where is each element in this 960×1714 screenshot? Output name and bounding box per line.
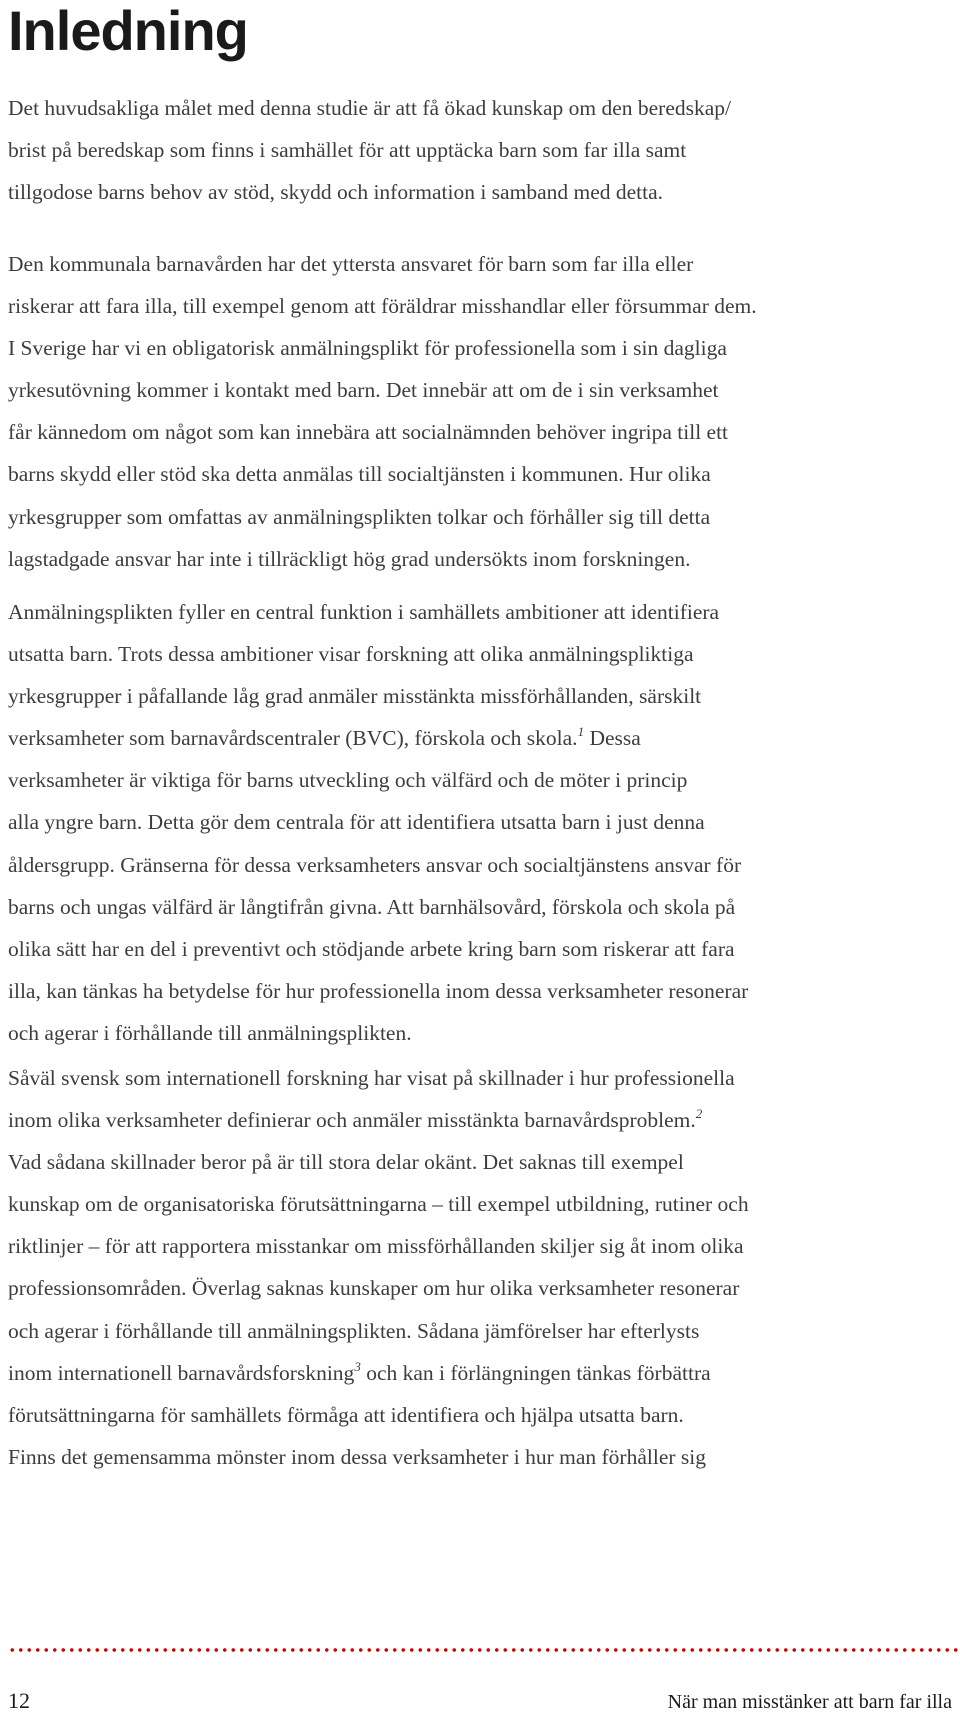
paragraph-line: åldersgrupp. Gränserna för dessa verksamheters ansvar och socialtjänstens ansvar för [8, 852, 742, 877]
paragraph-line [8, 1099, 960, 1141]
paragraph-line: professionsområden. Överlag saknas kunskaper om hur olika verksamheter resonerar [8, 1276, 740, 1301]
paragraph-line: illa, kan tänkas ha betydelse för hur professionella inom dessa verksamheter resonerar [8, 978, 749, 1003]
paragraph-line: Såväl svensk som internationell forskning har visat på skillnader i hur professionella [8, 1066, 735, 1090]
paragraph-4 [8, 1057, 960, 1478]
paragraph-line: verksamheter är viktiga för barns utveckling och välfärd och de möter i princip [8, 768, 688, 793]
paragraph-line [8, 1352, 960, 1394]
line-text: Dessa [584, 726, 641, 751]
paragraph-line: olika sätt har en del i preventivt och stödjande arbete kring barn som riskerar att fara [8, 936, 735, 961]
line-text: inom internationell barnavårdsforskning [8, 1360, 355, 1385]
paragraph-line: Anmälningsplikten fyller en central funktion i samhällets ambitioner att identifiera [8, 600, 720, 624]
paragraph-line: riskerar att fara illa, till exempel genom att föräldrar misshandlar eller försummar dem. [8, 294, 757, 319]
paragraph-1 [8, 87, 960, 213]
footnote-marker: 2 [695, 1106, 703, 1122]
paragraph-line: utsatta barn. Trots dessa ambitioner visar forskning att olika anmälningspliktiga [8, 642, 694, 667]
paragraph-2 [8, 243, 960, 580]
paragraph-line: Det huvudsakliga målet med denna studie är att få ökad kunskap om den beredskap/ [8, 96, 732, 120]
paragraph-line: förutsättningarna för samhällets förmåga att identifiera och hjälpa utsatta barn. [8, 1402, 684, 1427]
page-title: Inledning [8, 0, 248, 62]
paragraph-line: barns och ungas välfärd är långtifrån givna. Att barnhälsovård, förskola och skola på [8, 894, 736, 919]
line-text: inom olika verksamheter definierar och anmäler misstänkta barnavårdsproblem. [8, 1108, 696, 1133]
paragraph-line: och agerar i förhållande till anmälningsplikten. [8, 1020, 412, 1045]
paragraph-line: I Sverige har vi en obligatorisk anmälningsplikt för professionella som i sin dagliga [8, 336, 727, 361]
paragraph-line [8, 717, 960, 759]
paragraph-line: och agerar i förhållande till anmälningsplikten. Sådana jämförelser har efterlysts [8, 1318, 700, 1343]
paragraph-line: alla yngre barn. Detta gör dem centrala för att identifiera utsatta barn i just denna [8, 810, 705, 835]
paragraph-3 [8, 591, 960, 1054]
paragraph-line: Vad sådana skillnader beror på är till stora delar okänt. Det saknas till exempel [8, 1150, 684, 1175]
paragraph-line: får kännedom om något som kan innebära att socialnämnden behöver ingripa till ett [8, 420, 729, 445]
paragraph-line: Finns det gemensamma mönster inom dessa verksamheter i hur man förhåller sig [8, 1444, 706, 1469]
paragraph-line: barns skydd eller stöd ska detta anmälas till socialtjänsten i kommunen. Hur olika [8, 462, 711, 487]
footnote-marker: 1 [577, 724, 585, 740]
paragraph-line: lagstadgade ansvar har inte i tillräckligt hög grad undersökts inom forskningen. [8, 546, 691, 571]
paragraph-line: brist på beredskap som finns i samhället för att upptäcka barn som far illa samt [8, 138, 687, 163]
page-number: 12 [8, 1688, 30, 1713]
line-text: och kan i förlängningen tänkas förbättra [360, 1360, 711, 1385]
paragraph-line: kunskap om de organisatoriska förutsättningarna – till exempel utbildning, rutiner och [8, 1192, 749, 1217]
paragraph-line: yrkesutövning kommer i kontakt med barn. Det innebär att om de i sin verksamhet [8, 378, 719, 403]
dotted-divider [8, 1648, 960, 1652]
footnote-marker: 3 [354, 1358, 361, 1374]
paragraph-line: yrkesgrupper som omfattas av anmälningsplikten tolkar och förhåller sig till detta [8, 504, 711, 529]
line-text: verksamheter som barnavårdscentraler (BVC), förskola och skola. [8, 726, 578, 751]
running-footer-title: När man misstänker att barn far illa [667, 1691, 952, 1713]
paragraph-line: yrkesgrupper i påfallande låg grad anmäler misstänkta missförhållanden, särskilt [8, 684, 702, 709]
paragraph-line: tillgodose barns behov av stöd, skydd och information i samband med detta. [8, 180, 664, 205]
paragraph-line: riktlinjer – för att rapportera misstankar om missförhållanden skiljer sig åt inom olika [8, 1234, 744, 1259]
paragraph-line: Den kommunala barnavården har det yttersta ansvaret för barn som far illa eller [8, 252, 694, 276]
